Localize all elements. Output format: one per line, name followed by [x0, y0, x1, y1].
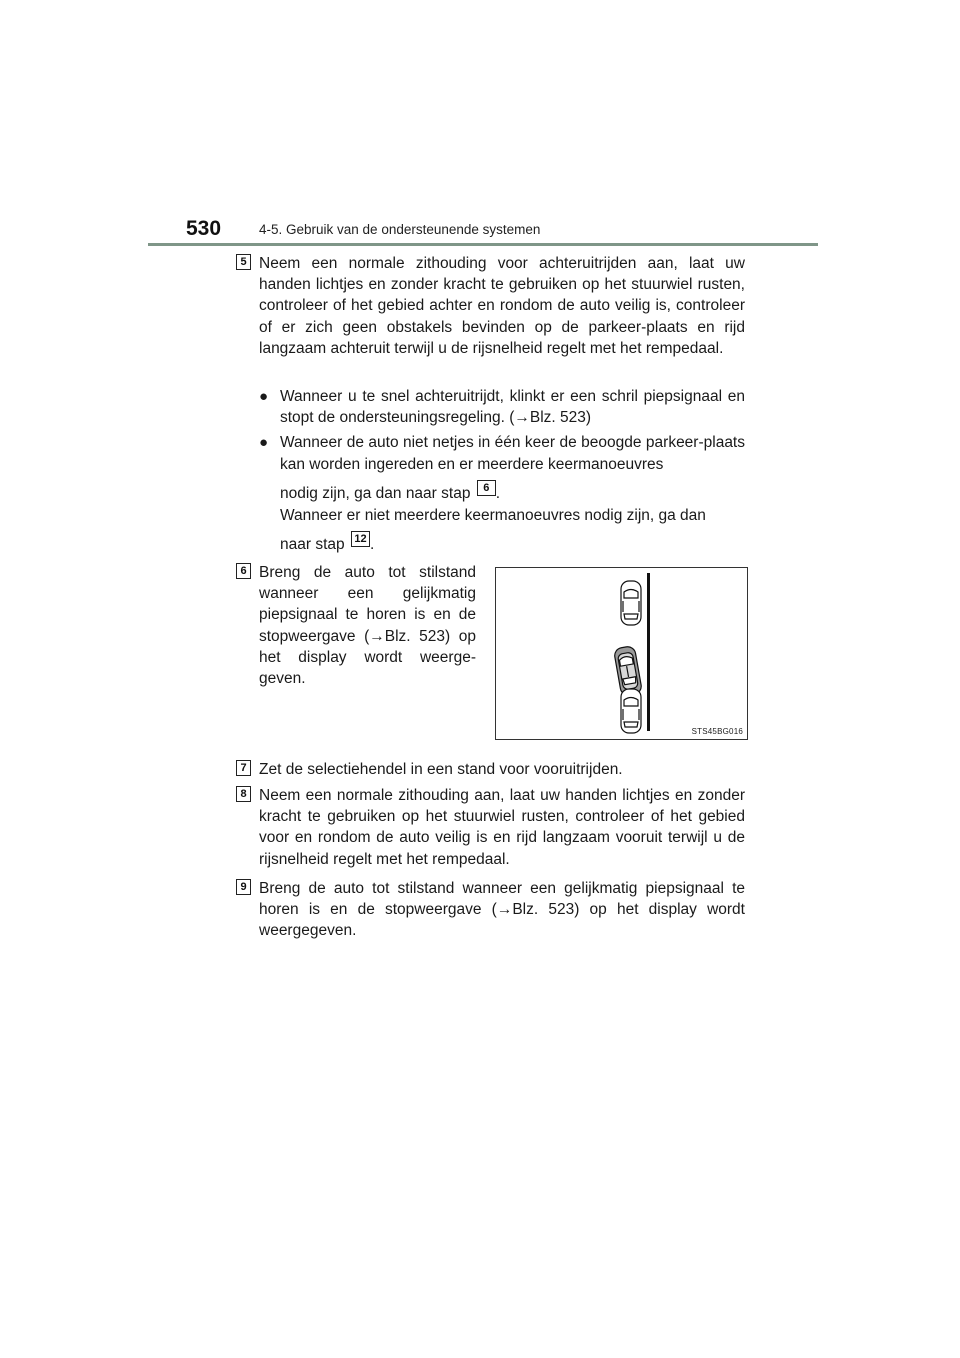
step-9-text: Breng de auto tot stilstand wanneer een gelijkmatig piepsignaal te horen is en de stopweergave (→Blz. 523) op het display wordt weergegeven.	[259, 880, 745, 940]
step-7-text: Zet de selectiehendel in een stand voor vooruitrijden.	[259, 761, 623, 778]
bullet-2-line-3: Wanneer er niet meerdere keermanoeuvres nodig zijn, ga dan	[280, 507, 706, 524]
bullet-2-line-2-text: nodig zijn, ga dan naar stap	[280, 485, 471, 502]
step-ref-12[interactable]: 12	[351, 531, 370, 547]
bullet-icon: ●	[259, 434, 269, 451]
parking-boundary-line	[647, 573, 650, 731]
step-badge-6: 6	[236, 563, 251, 579]
step-badge-8: 8	[236, 786, 251, 802]
step-5-bullet-1	[259, 386, 745, 428]
parking-illustration	[495, 567, 748, 740]
parking-diagram	[496, 568, 747, 739]
bullet-icon: ●	[259, 388, 269, 405]
step-5-text: Neem een normale zithouding voor achteruitrijden aan, laat uw handen lichtjes en zonder kracht te gebruiken op het stuurwiel rusten, controleer of het gebied achter en rondom de auto veilig is, controleer of er zich geen obstakels bevinden op de parkeer-plaats en rijd langzaam achteruit terwijl u de rijsnelheid regelt met het rempedaal.	[259, 255, 745, 357]
bullet-2-line-4	[280, 534, 745, 556]
bullet-2-line-2	[280, 483, 745, 505]
page-number: 530	[186, 217, 222, 240]
header-divider	[148, 243, 818, 246]
bullet-1-text: Wanneer u te snel achteruitrijdt, klinkt er een schril piepsignaal en stopt de ondersteuningsregeling. (→Blz. 523)	[280, 388, 745, 427]
step-badge-9: 9	[236, 879, 251, 895]
step-6-text: Breng de auto tot stilstand wanneer een gelijkmatig piepsignaal te horen is en de stopweergave (→Blz. 523) op het display wordt weerge-geven.	[259, 564, 476, 688]
step-ref-6[interactable]: 6	[477, 480, 496, 496]
figure-code: STS45BG016	[691, 727, 743, 736]
step-badge-7: 7	[236, 760, 251, 776]
bullet-2-line-1: Wanneer de auto niet netjes in één keer de beoogde parkeer-plaats kan worden ingereden en er meerdere keermanoeuvres	[280, 434, 745, 473]
parked-car-front	[621, 581, 641, 625]
bullet-2-line-4-text: naar stap	[280, 536, 345, 553]
section-title: 4-5. Gebruik van de ondersteunende systemen	[259, 222, 541, 237]
step-badge-5: 5	[236, 254, 251, 270]
bullet-2-line-4-end: .	[369, 536, 375, 553]
bullet-2-line-2-end: .	[495, 485, 501, 502]
step-5-bullet-2	[259, 432, 745, 556]
step-8-text: Neem een normale zithouding aan, laat uw handen lichtjes en zonder kracht te gebruiken op het stuurwiel rusten, controleer of het gebied voor en rondom de auto veilig is en rijd langzaam vooruit terwijl u de rijsnelheid regelt met het rempedaal.	[259, 787, 745, 868]
parked-car-rear	[621, 689, 641, 733]
